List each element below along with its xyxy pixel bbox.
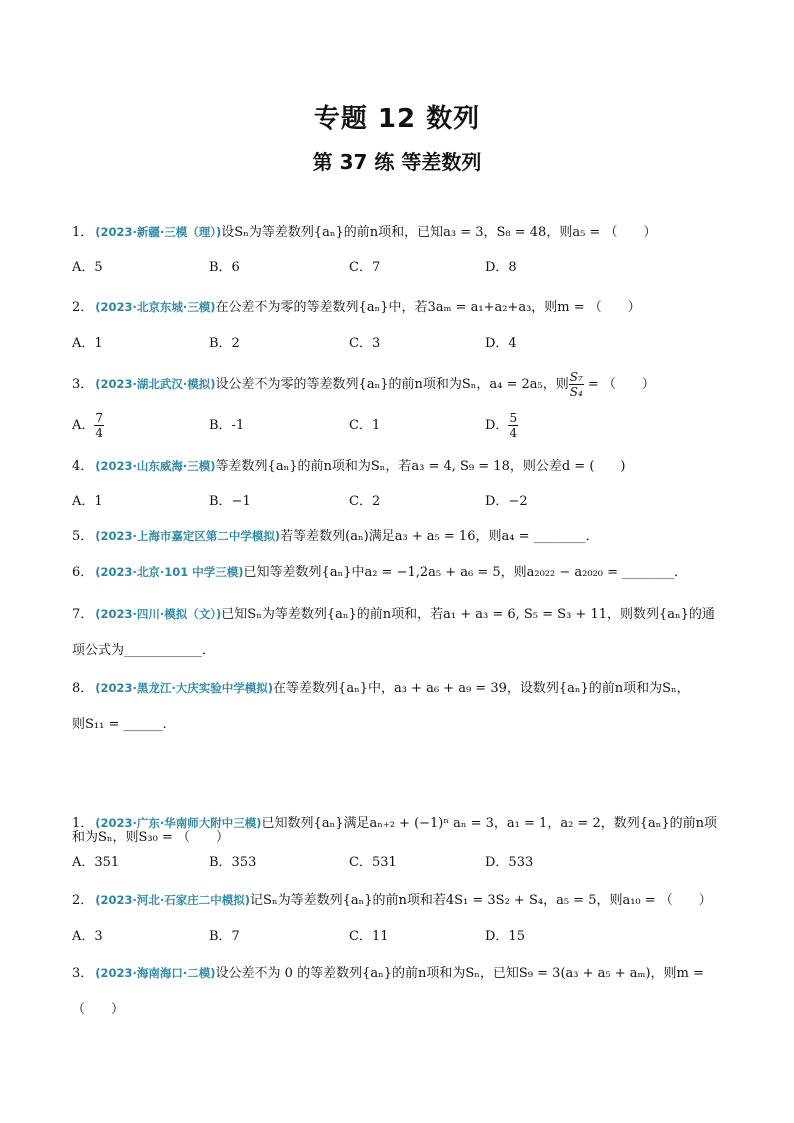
question-b3 — [72, 963, 744, 984]
page-subtitle: 第 37 练 等差数列 — [312, 150, 482, 174]
option-d-label: D． — [485, 418, 509, 433]
option-a: A．1 — [72, 494, 103, 509]
option-c: C．531 — [349, 855, 397, 870]
question-source: (2023·北京·101 中学三模) — [95, 565, 244, 579]
fraction-numerator: 7 — [95, 411, 104, 425]
option-b: B．2 — [209, 336, 240, 351]
question-number: 6． — [72, 565, 94, 580]
fraction — [508, 411, 518, 440]
question-text: 已知等差数列{aₙ}中a₂ = −1,2a₅ + a₆ = 5，则a₂₀₂₂ − a₂₀₂₀ = ________． — [243, 565, 688, 580]
question-text: 在等差数列{aₙ}中，a₃ + a₆ + a₉ = 39，设数列{aₙ}的前n项和为Sₙ， — [273, 681, 690, 696]
option-b: B．−1 — [209, 494, 251, 509]
option-d — [485, 410, 518, 442]
option-c: C．11 — [349, 929, 389, 944]
question-source: (2023·广东·华南师大附中三模) — [95, 816, 262, 830]
option-b: B．7 — [209, 929, 240, 944]
question-b2 — [72, 890, 744, 911]
question-2 — [72, 297, 744, 318]
question-source: (2023·河北·石家庄二中模拟) — [95, 893, 251, 907]
option-a: A．1 — [72, 336, 103, 351]
question-text: 设公差不为零的等差数列{aₙ}的前n项和为Sₙ，a₄ = 2a₅，则 — [215, 377, 569, 392]
question-source: (2023·四川·模拟（文）) — [95, 607, 222, 621]
question-b1-continued: 和为Sₙ，则S₃₀ = （ ） — [72, 830, 230, 845]
question-number: 1． — [72, 816, 94, 831]
fraction — [94, 411, 104, 440]
option-c: C．7 — [349, 260, 381, 275]
option-c: C．1 — [349, 418, 381, 433]
question-text: 设公差不为 0 的等差数列{aₙ}的前n项和为Sₙ，已知S₉ = 3(a₃ + a₅ + aₘ)，则m = — [215, 966, 704, 981]
option-d: D．8 — [485, 260, 517, 275]
option-c: C．3 — [349, 336, 381, 351]
question-3 — [72, 370, 744, 399]
option-a: A．3 — [72, 929, 103, 944]
question-number: 2． — [72, 893, 94, 908]
question-source: (2023·海南海口·二模) — [95, 966, 216, 980]
page-title: 专题 12 数列 — [313, 104, 481, 134]
question-text: 记Sₙ为等差数列{aₙ}的前n项和若4S₁ = 3S₂ + S₄，a₅ = 5，则a₁₀ = （ ） — [250, 893, 712, 908]
question-source: (2023·山东威海·三模) — [95, 459, 216, 473]
question-number: 3． — [72, 377, 94, 392]
question-number: 3． — [72, 966, 94, 981]
question-text-tail: = （ ） — [583, 377, 655, 392]
question-b3-continued: （ ） — [72, 1002, 125, 1017]
question-source: (2023·黑龙江·大庆实验中学模拟) — [95, 681, 274, 695]
fraction-numerator: S₇ — [569, 370, 583, 384]
question-number: 8． — [72, 681, 94, 696]
question-number: 7． — [72, 607, 94, 622]
question-5 — [72, 526, 744, 547]
option-d: D．533 — [485, 855, 534, 870]
option-a: A．351 — [72, 855, 120, 870]
question-number: 4． — [72, 459, 94, 474]
question-text: 若等差数列(aₙ)满足a₃ + a₅ = 16，则a₄ = ________． — [280, 529, 599, 544]
fraction — [569, 370, 584, 399]
option-b: B．353 — [209, 855, 257, 870]
option-d: D．15 — [485, 929, 525, 944]
question-text: 等差数列{aₙ}的前n项和为Sₙ，若a₃ = 4, S₉ = 18，则公差d = ( ) — [215, 459, 626, 474]
question-source: (2023·北京东城·三模) — [95, 300, 216, 314]
option-c: C．2 — [349, 494, 381, 509]
fraction-denominator: 4 — [95, 426, 104, 440]
question-text: 已知Sₙ为等差数列{aₙ}的前n项和，若a₁ + a₃ = 6, S₅ = S₃ + 11，则数列{aₙ}的通 — [221, 607, 715, 622]
question-text: 已知数列{aₙ}满足aₙ₊₂ + (−1)ⁿ aₙ = 3，a₁ = 1，a₂ = 2，数列{aₙ}的前n项 — [261, 816, 718, 831]
fraction-denominator: 4 — [509, 426, 518, 440]
fraction-numerator: 5 — [509, 411, 518, 425]
option-a — [72, 410, 104, 442]
question-source: (2023·湖北武汉·模拟) — [95, 377, 216, 391]
question-number: 1． — [72, 225, 94, 240]
question-8-continued: 则S₁₁ = ______. — [72, 717, 167, 732]
option-a-label: A． — [72, 418, 95, 433]
question-text: 设Sₙ为等差数列{aₙ}的前n项和，已知a₃ = 3，S₈ = 48，则a₅ = （ ） — [221, 225, 657, 240]
question-7 — [72, 604, 744, 625]
option-b: B．6 — [209, 260, 240, 275]
option-a: A．5 — [72, 260, 103, 275]
option-b: B．-1 — [209, 418, 245, 433]
option-d: D．4 — [485, 336, 517, 351]
fraction-denominator: S₄ — [569, 385, 583, 399]
question-text: 在公差不为零的等差数列{aₙ}中，若3aₘ = a₁+a₂+a₃，则m = （ ） — [215, 300, 641, 315]
question-1 — [72, 222, 744, 243]
question-6 — [72, 562, 744, 583]
question-number: 5． — [72, 529, 94, 544]
question-number: 2． — [72, 300, 94, 315]
question-4 — [72, 456, 744, 477]
option-d: D．−2 — [485, 494, 528, 509]
question-source: (2023·上海市嘉定区第二中学模拟) — [95, 529, 281, 543]
question-source: (2023·新疆·三模（理）) — [95, 225, 222, 239]
question-8 — [72, 678, 744, 699]
question-7-continued: 项公式为____________． — [72, 643, 216, 658]
